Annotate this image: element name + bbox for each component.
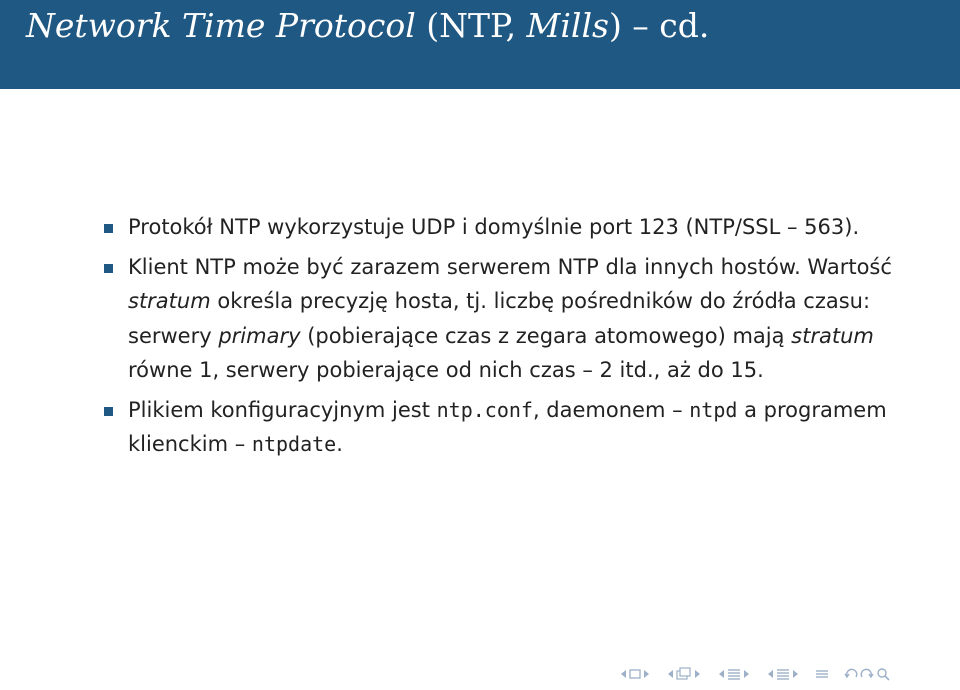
bullet-text-2-2: , daemonem – bbox=[532, 397, 690, 422]
bullet-text-1-1: stratum bbox=[128, 289, 211, 313]
bullet-text-1-4: (pobierające czas z zegara atomowego) mają bbox=[300, 323, 792, 348]
nav-section-icon[interactable] bbox=[726, 667, 742, 681]
nav-next-part-icon[interactable] bbox=[791, 667, 801, 681]
bullet-list bbox=[104, 210, 934, 467]
bullet-text-1-6: równe 1, serwery pobierające od nich czas – 2 itd., aż do 15. bbox=[128, 358, 764, 382]
bullet-item bbox=[104, 393, 934, 462]
nav-doc-icon[interactable] bbox=[775, 667, 791, 681]
bullet-text-2-0: Plikiem konfiguracyjnym jest bbox=[128, 397, 437, 422]
nav-search-group bbox=[843, 667, 891, 681]
square-bullet-icon bbox=[104, 407, 113, 416]
nav-align-group bbox=[814, 667, 830, 681]
bullet-text-1-3: primary bbox=[218, 323, 301, 348]
bullet-text-2-5: ntpdate bbox=[251, 432, 337, 456]
nav-back-icon[interactable] bbox=[843, 667, 859, 681]
nav-search-icon[interactable] bbox=[875, 667, 891, 681]
nav-subsection-icon[interactable] bbox=[675, 666, 693, 682]
title-part-2: (NTP, bbox=[415, 6, 527, 45]
nav-next-frame-icon[interactable] bbox=[642, 667, 652, 681]
title-part-1: Network Time Protocol bbox=[26, 6, 416, 45]
nav-forward-icon[interactable] bbox=[859, 667, 875, 681]
bullet-text-0-0: Protokół NTP wykorzystuje UDP i domyślnie port 123 (NTP/SSL – 563). bbox=[128, 215, 860, 239]
bullet-text-1-2: określa precyzję hosta, tj. liczbę pośredników do źródła czasu: serwery bbox=[128, 289, 871, 348]
nav-prev-frame-icon[interactable] bbox=[618, 667, 628, 681]
nav-frame-icon[interactable] bbox=[628, 667, 642, 681]
nav-prev-part-icon[interactable] bbox=[765, 667, 775, 681]
bullet-text-2-4: a programem klienckim – bbox=[128, 397, 887, 456]
nav-appendix-icon[interactable] bbox=[814, 667, 830, 681]
nav-doc-group bbox=[765, 667, 801, 681]
slide-title bbox=[26, 4, 709, 48]
bullet-text-2-6: . bbox=[336, 432, 343, 456]
nav-section-group bbox=[716, 667, 752, 681]
beamer-navigation-bar bbox=[618, 664, 904, 684]
title-part-4: ) – cd. bbox=[608, 6, 710, 45]
slide-header-bar bbox=[0, 0, 960, 89]
bullet-text-1-0: Klient NTP może być zarazem serwerem NTP dla innych hostów. Wartość bbox=[128, 254, 892, 279]
square-bullet-icon bbox=[104, 224, 113, 233]
bullet-item bbox=[104, 250, 934, 388]
nav-next-section-icon[interactable] bbox=[742, 667, 752, 681]
bullet-text-1-5: stratum bbox=[791, 323, 874, 348]
nav-prev-subsection-icon[interactable] bbox=[665, 667, 675, 681]
bullet-text-2-1: ntp.conf bbox=[436, 397, 533, 422]
nav-prev-section-icon[interactable] bbox=[716, 667, 726, 681]
bullet-text-2-3: ntpd bbox=[689, 397, 738, 422]
title-part-3: Mills bbox=[526, 6, 609, 45]
nav-next-subsection-icon[interactable] bbox=[693, 667, 703, 681]
square-bullet-icon bbox=[104, 264, 113, 273]
nav-subsection-group bbox=[665, 666, 703, 682]
nav-frame-group bbox=[618, 667, 652, 681]
bullet-item bbox=[104, 210, 934, 245]
